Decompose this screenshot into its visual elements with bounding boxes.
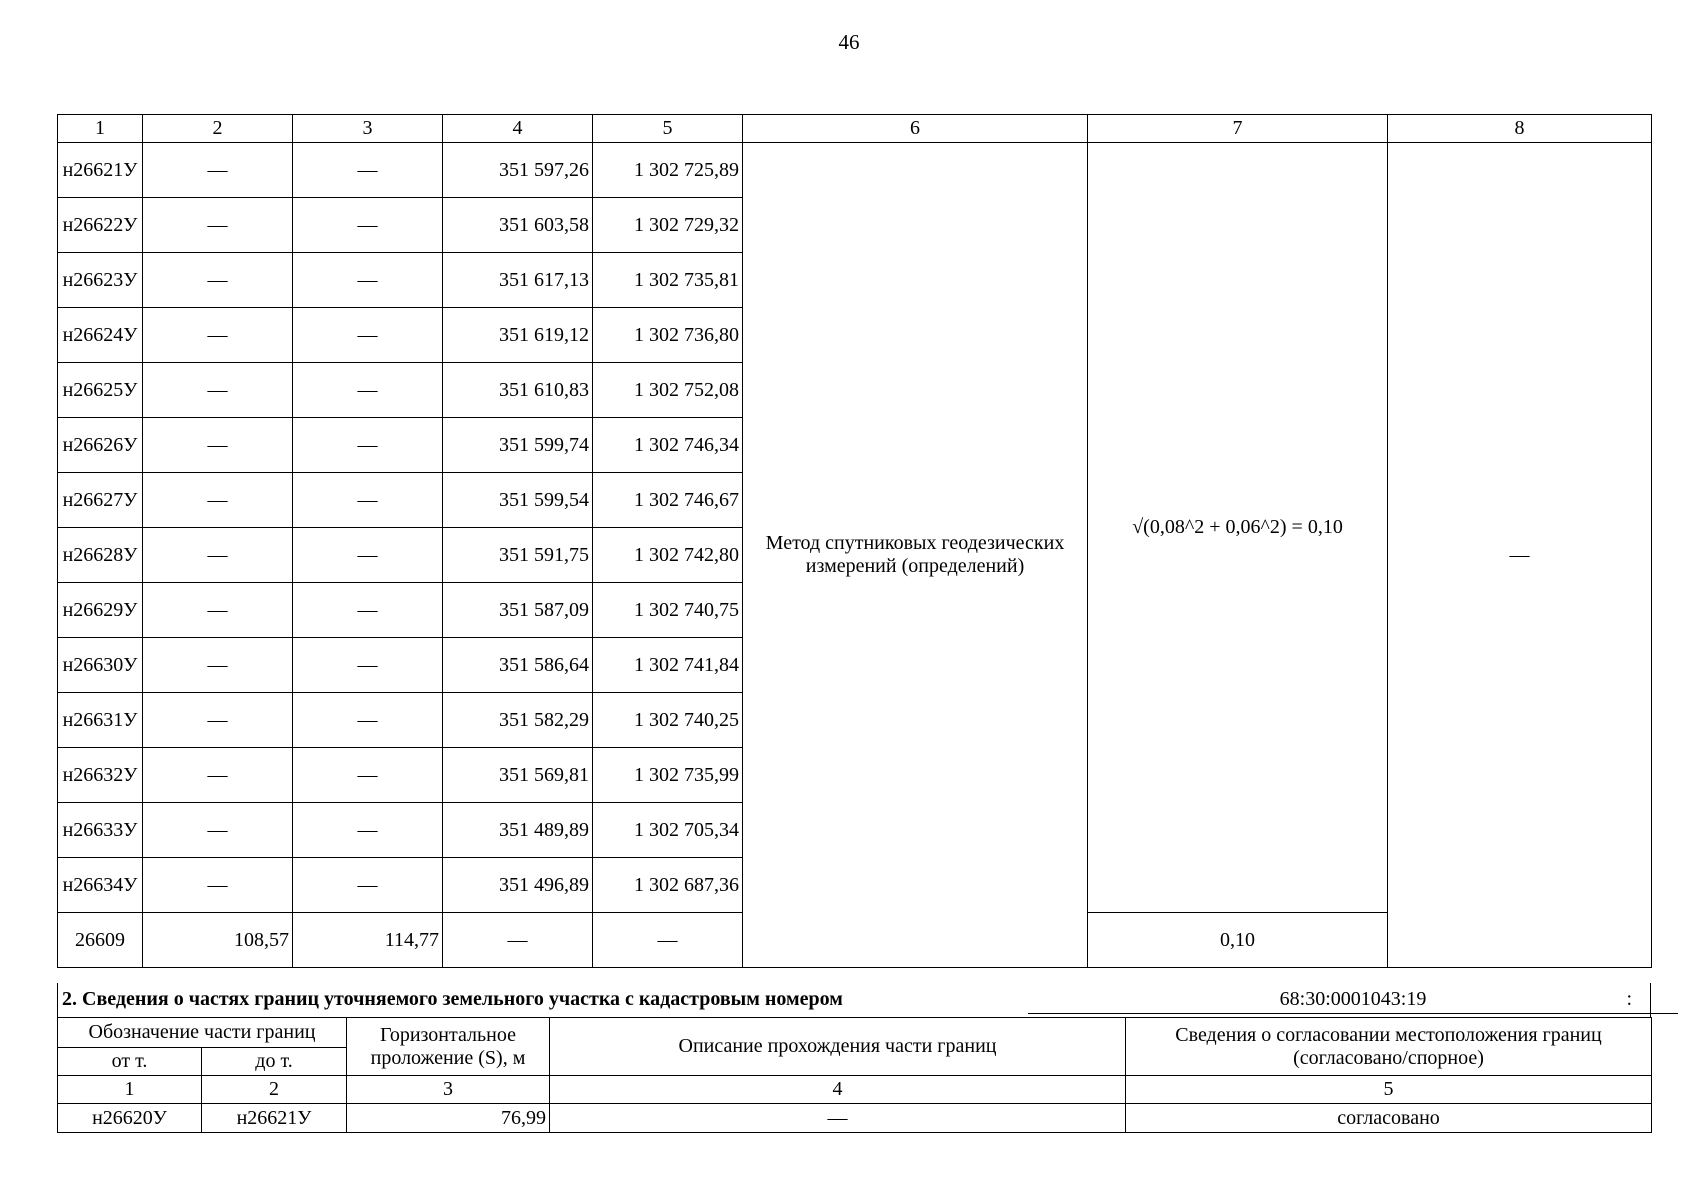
- col3-value: —: [293, 528, 443, 583]
- col-header: 6: [743, 115, 1088, 143]
- point-name: н26633У: [58, 803, 143, 858]
- point-name: 26609: [58, 913, 143, 968]
- coordinates-table: [57, 114, 1652, 968]
- y-coordinate: 1 302 742,80: [593, 528, 743, 583]
- col3-value: —: [293, 748, 443, 803]
- col2-value: —: [143, 198, 293, 253]
- col3-value: —: [293, 363, 443, 418]
- point-name: н26625У: [58, 363, 143, 418]
- description: —: [550, 1104, 1126, 1133]
- col-number: 1: [58, 1076, 202, 1104]
- from-header: от т.: [58, 1048, 202, 1076]
- point-name: н26628У: [58, 528, 143, 583]
- point-name: н26623У: [58, 253, 143, 308]
- col-number: 4: [550, 1076, 1126, 1104]
- y-coordinate: —: [593, 913, 743, 968]
- x-coordinate: 351 610,83: [443, 363, 593, 418]
- col2-value: —: [143, 143, 293, 198]
- y-coordinate: 1 302 740,75: [593, 583, 743, 638]
- col2-value: —: [143, 363, 293, 418]
- x-coordinate: 351 599,74: [443, 418, 593, 473]
- to-point: н26621У: [202, 1104, 347, 1133]
- x-coordinate: —: [443, 913, 593, 968]
- col2-value: —: [143, 693, 293, 748]
- to-header: до т.: [202, 1048, 347, 1076]
- point-name: н26622У: [58, 198, 143, 253]
- agreement-header: Сведения о согласовании местоположения границ (согласовано/спорное): [1126, 1018, 1652, 1076]
- point-name: н26621У: [58, 143, 143, 198]
- point-name: н26634У: [58, 858, 143, 913]
- designation-header: Обозначение части границ: [58, 1018, 347, 1048]
- y-coordinate: 1 302 752,08: [593, 363, 743, 418]
- x-coordinate: 351 489,89: [443, 803, 593, 858]
- point-name: н26624У: [58, 308, 143, 363]
- col-header: 2: [143, 115, 293, 143]
- y-coordinate: 1 302 735,99: [593, 748, 743, 803]
- point-name: н26627У: [58, 473, 143, 528]
- x-coordinate: 351 582,29: [443, 693, 593, 748]
- col2-value: —: [143, 473, 293, 528]
- col2-value: —: [143, 583, 293, 638]
- y-coordinate: 1 302 735,81: [593, 253, 743, 308]
- y-coordinate: 1 302 740,25: [593, 693, 743, 748]
- point-name: н26626У: [58, 418, 143, 473]
- col8-value: —: [1388, 143, 1652, 968]
- x-coordinate: 351 597,26: [443, 143, 593, 198]
- x-coordinate: 351 586,64: [443, 638, 593, 693]
- point-name: н26632У: [58, 748, 143, 803]
- x-coordinate: 351 619,12: [443, 308, 593, 363]
- col2-value: —: [143, 748, 293, 803]
- y-coordinate: 1 302 705,34: [593, 803, 743, 858]
- agreement-status: согласовано: [1126, 1104, 1652, 1133]
- x-coordinate: 351 603,58: [443, 198, 593, 253]
- horizontal-header: Горизонтальное проложение (S), м: [347, 1018, 550, 1076]
- col-header: 1: [58, 115, 143, 143]
- page-number: 46: [838, 30, 860, 54]
- col-header: 5: [593, 115, 743, 143]
- col-header: 3: [293, 115, 443, 143]
- point-name: н26630У: [58, 638, 143, 693]
- y-coordinate: 1 302 741,84: [593, 638, 743, 693]
- y-coordinate: 1 302 725,89: [593, 143, 743, 198]
- y-coordinate: 1 302 687,36: [593, 858, 743, 913]
- col-header: 4: [443, 115, 593, 143]
- col2-value: —: [143, 858, 293, 913]
- table-row: [58, 1104, 1652, 1133]
- from-point: н26620У: [58, 1104, 202, 1133]
- point-name: н26629У: [58, 583, 143, 638]
- col3-value: —: [293, 253, 443, 308]
- horizontal-distance: 76,99: [347, 1104, 550, 1133]
- col3-value: —: [293, 638, 443, 693]
- y-coordinate: 1 302 746,34: [593, 418, 743, 473]
- column-number-row: [58, 115, 1652, 143]
- col-number: 5: [1126, 1076, 1652, 1104]
- col2-value: —: [143, 638, 293, 693]
- section-2-heading: [57, 983, 1651, 1017]
- col3-value: —: [293, 858, 443, 913]
- col3-value: —: [293, 143, 443, 198]
- col3-value: —: [293, 693, 443, 748]
- point-name: н26631У: [58, 693, 143, 748]
- col-header: 7: [1088, 115, 1388, 143]
- col3-value: —: [293, 308, 443, 363]
- col3-value: —: [293, 198, 443, 253]
- col3-value: —: [293, 418, 443, 473]
- col3-value: —: [293, 803, 443, 858]
- x-coordinate: 351 591,75: [443, 528, 593, 583]
- cadastral-number: 68:30:0001043:19: [1028, 988, 1678, 1014]
- x-coordinate: 351 569,81: [443, 748, 593, 803]
- method-cell: Метод спутниковых геодезических измерений (определений): [743, 143, 1088, 968]
- accuracy-formula: √(0,08^2 + 0,06^2) = 0,10: [1088, 143, 1388, 913]
- col-number: 3: [347, 1076, 550, 1104]
- boundary-parts-table: [57, 1017, 1652, 1133]
- x-coordinate: 351 617,13: [443, 253, 593, 308]
- heading-colon: :: [1626, 988, 1632, 1010]
- x-coordinate: 351 599,54: [443, 473, 593, 528]
- col2-value: —: [143, 253, 293, 308]
- section-2-title: 2. Сведения о частях границ уточняемого земельного участка с кадастровым номером: [62, 988, 843, 1010]
- description-header: Описание прохождения части границ: [550, 1018, 1126, 1076]
- y-coordinate: 1 302 729,32: [593, 198, 743, 253]
- x-coordinate: 351 496,89: [443, 858, 593, 913]
- col2-value: —: [143, 418, 293, 473]
- col3-value: —: [293, 473, 443, 528]
- col7-value: 0,10: [1088, 913, 1388, 968]
- y-coordinate: 1 302 746,67: [593, 473, 743, 528]
- col2-value: —: [143, 803, 293, 858]
- y-coordinate: 1 302 736,80: [593, 308, 743, 363]
- col2-value: 108,57: [143, 913, 293, 968]
- col2-value: —: [143, 308, 293, 363]
- table-row: [58, 143, 1652, 198]
- col2-value: —: [143, 528, 293, 583]
- col3-value: —: [293, 583, 443, 638]
- col-number: 2: [202, 1076, 347, 1104]
- x-coordinate: 351 587,09: [443, 583, 593, 638]
- col-header: 8: [1388, 115, 1652, 143]
- col3-value: 114,77: [293, 913, 443, 968]
